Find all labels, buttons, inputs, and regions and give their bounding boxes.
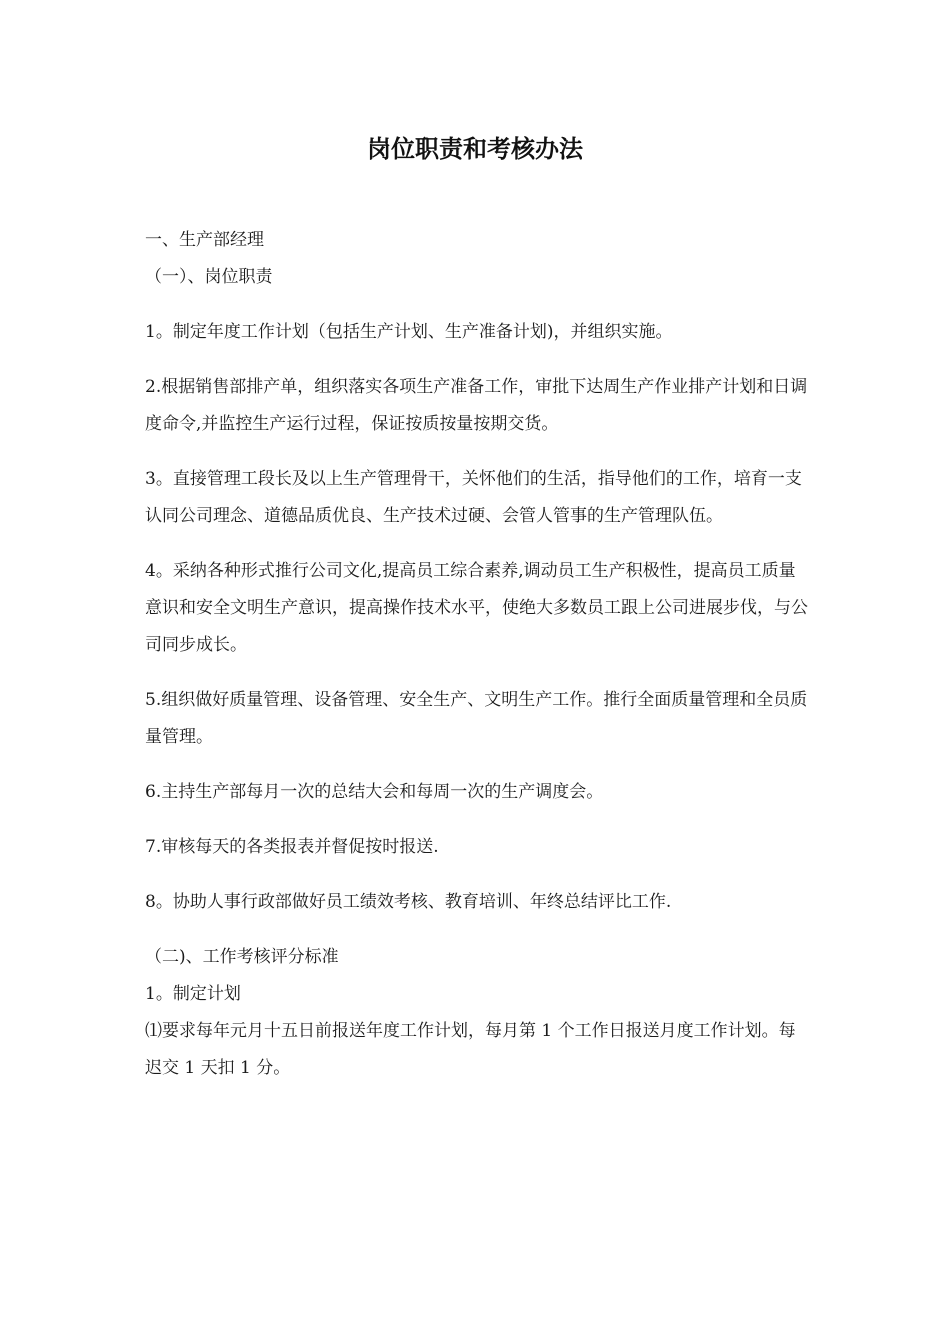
duty-item: 2.根据销售部排产单，组织落实各项生产准备工作，审批下达周生产作业排产计划和日调度命令,并监控生产运行过程，保证按质按量按期交货。 [145, 377, 808, 434]
duty-item: 4。采纳各种形式推行公司文化,提高员工综合素养,调动员工生产积极性，提高员工质量意识和安全文明生产意识，提高操作技术水平，使绝大多数员工跟上公司进展步伐，与公司同步成长。 [145, 561, 808, 655]
section-heading: 一、生产部经理 [145, 230, 264, 250]
subsection-heading: （一）、岗位职责 [145, 267, 273, 287]
document-title: 岗位职责和考核办法 [367, 134, 583, 163]
criteria-heading: 1。制定计划 [145, 984, 241, 1004]
duty-item: 5.组织做好质量管理、设备管理、安全生产、文明生产工作。推行全面质量管理和全员质量管理。 [145, 690, 808, 747]
duty-item: 6.主持生产部每月一次的总结大会和每周一次的生产调度会。 [145, 782, 604, 802]
duty-item: 8。协助人事行政部做好员工绩效考核、教育培训、年终总结评比工作. [145, 892, 672, 912]
duty-item: 7.审核每天的各类报表并督促按时报送. [145, 837, 439, 857]
duty-item: 1。制定年度工作计划（包括生产计划、生产准备计划)，并组织实施。 [145, 322, 673, 342]
document-body [145, 222, 810, 1087]
subsection-heading: （二)、工作考核评分标准 [145, 947, 339, 967]
duty-item: 3。直接管理工段长及以上生产管理骨干，关怀他们的生活，指导他们的工作，培育一支认同公司理念、道德品质优良、生产技术过硬、会管人管事的生产管理队伍。 [145, 469, 802, 526]
criteria-text: ⑴要求每年元月十五日前报送年度工作计划，每月第 1 个工作日报送月度工作计划。每迟交 1 天扣 1 分。 [145, 1021, 796, 1078]
